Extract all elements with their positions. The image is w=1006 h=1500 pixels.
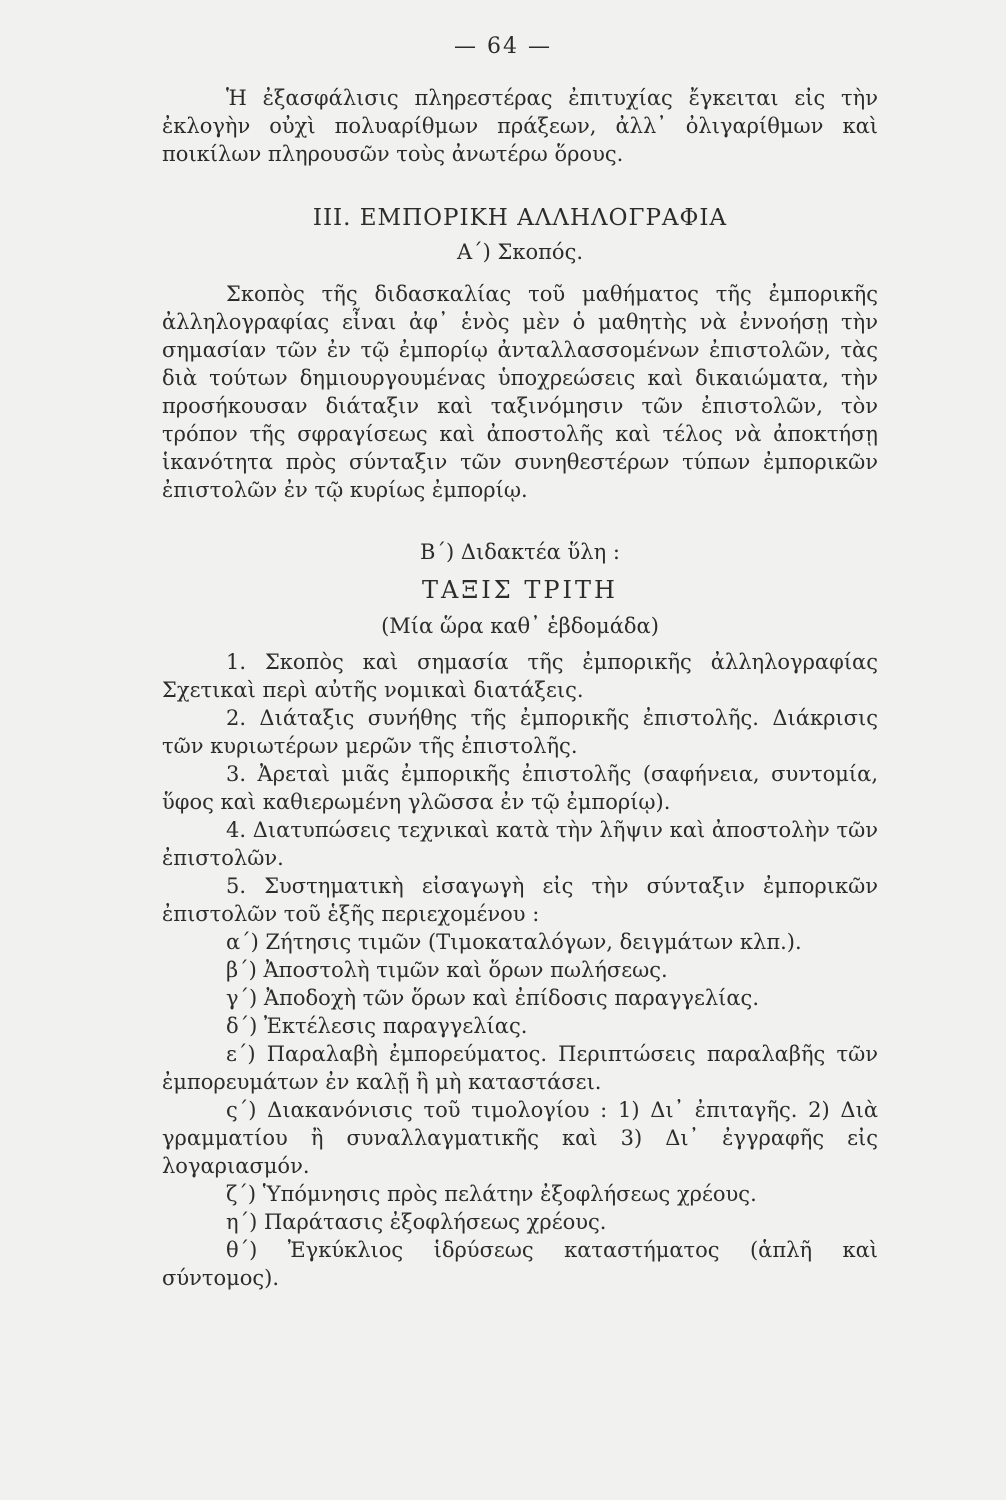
sub-list-item: γ´) Ἀποδοχὴ τῶν ὅρων καὶ ἐπίδοσις παραγγελίας. [226,986,759,1010]
syllabus-list [162,648,878,1292]
sub-list-item: θ´) Ἐγκύκλιος ἱδρύσεως καταστήματος (ἁπλῆ καὶ σύντομος). [162,1238,878,1290]
sub-list-item: ζ´) Ὑπόμνησις πρὸς πελάτην ἐξοφλήσεως χρέους. [226,1182,757,1206]
syllabus-heading-block [162,538,878,640]
purpose-block [162,280,878,504]
sub-list-item: η´) Παράτασις ἐξοφλήσεως χρέους. [226,1210,607,1234]
list-item: 5. Συστηματικὴ εἰσαγωγὴ εἰς τὴν σύνταξιν ἐμπορικῶν ἐπιστολῶν τοῦ ἑξῆς περιεχομένου : [162,874,878,926]
sub-list-item: δ´) Ἐκτέλεσις παραγγελίας. [226,1014,528,1038]
heading-block [162,204,878,266]
list-item: 1. Σκοπὸς καὶ σημασία τῆς ἐμπορικῆς ἀλληλογραφίας Σχετικαὶ περὶ αὐτῆς νομικαὶ διατάξεις. [162,650,878,702]
intro-paragraph: Ἡ ἐξασφάλισις πληρεστέρας ἐπιτυχίας ἔγκειται εἰς τὴν ἐκλογὴν οὐχὶ πολυαρίθμων πράξεων, ἀλλ᾽ ὀλιγαρίθμων καὶ ποικίλων πληρουσῶν τοὺς ἀνωτέρω ὅρους. [162,86,878,166]
list-item: 4. Διατυπώσεις τεχνικαὶ κατὰ τὴν λῆψιν καὶ ἀποστολὴν τῶν ἐπιστολῶν. [162,818,878,870]
class-hours: (Μία ὥρα καθ᾽ ἑβδομάδα) [381,614,659,638]
subsection-a-title: Α´) Σκοπός. [456,240,584,264]
sub-list-item: β´) Ἀποστολὴ τιμῶν καὶ ὅρων πωλήσεως. [226,958,668,982]
sub-list-item: ς´) Διακανόνισις τοῦ τιμολογίου : 1) Δι᾽ ἐπιταγῆς. 2) Διὰ γραμματίου ἢ συναλλαγματικῆς καὶ 3) Δι᾽ ἐγγραφῆς εἰς λογαριασμόν. [162,1098,878,1178]
page-number: — 64 — [454,34,552,59]
purpose-paragraph: Σκοπὸς τῆς διδασκαλίας τοῦ μαθήματος τῆς ἐμπορικῆς ἀλληλογραφίας εἶναι ἀφ᾽ ἑνὸς μὲν ὁ μαθητὴς νὰ ἐννοήσῃ τὴν σημασίαν τῶν ἐν τῷ ἐμπορίῳ ἀνταλλασσομένων ἐπιστολῶν, τὰς διὰ τούτων δημιουργουμένας ὑποχρεώσεις καὶ δικαιώματα, τὴν προσήκουσαν διάταξιν καὶ ταξινόμησιν τῶν ἐπιστολῶν, τὸν τρόπον τῆς σφραγίσεως καὶ ἀποστολῆς καὶ τέλος νὰ ἀποκτήσῃ ἱκανότητα πρὸς σύνταξιν τῶν συνηθεστέρων τύπων ἐμπορικῶν ἐπιστολῶν ἐν τῷ κυρίως ἐμπορίῳ. [162,282,878,502]
list-item: 3. Ἀρεταὶ μιᾶς ἐμπορικῆς ἐπιστολῆς (σαφήνεια, συντομία, ὕφος καὶ καθιερωμένη γλῶσσα ἐν τῷ ἐμπορίῳ). [162,762,878,814]
subsection-b-title: Β´) Διδακτέα ὕλη : [420,540,620,564]
sub-list-item: ε´) Παραλαβὴ ἐμπορεύματος. Περιπτώσεις παραλαβῆς τῶν ἐμπορευμάτων ἐν καλῇ ἢ μὴ καταστάσει. [162,1042,878,1094]
intro-block [162,84,878,168]
class-title: ΤΑΞΙΣ ΤΡΙΤΗ [422,576,618,604]
section-title: III. ΕΜΠΟΡΙΚΗ ΑΛΛΗΛΟΓΡΑΦΙΑ [312,205,728,231]
list-item: 2. Διάταξις συνήθης τῆς ἐμπορικῆς ἐπιστολῆς. Διάκρισις τῶν κυριωτέρων μερῶν τῆς ἐπιστολῆς. [162,706,878,758]
sub-list-item: α´) Ζήτησις τιμῶν (Τιμοκαταλόγων, δειγμάτων κλπ.). [226,930,802,954]
